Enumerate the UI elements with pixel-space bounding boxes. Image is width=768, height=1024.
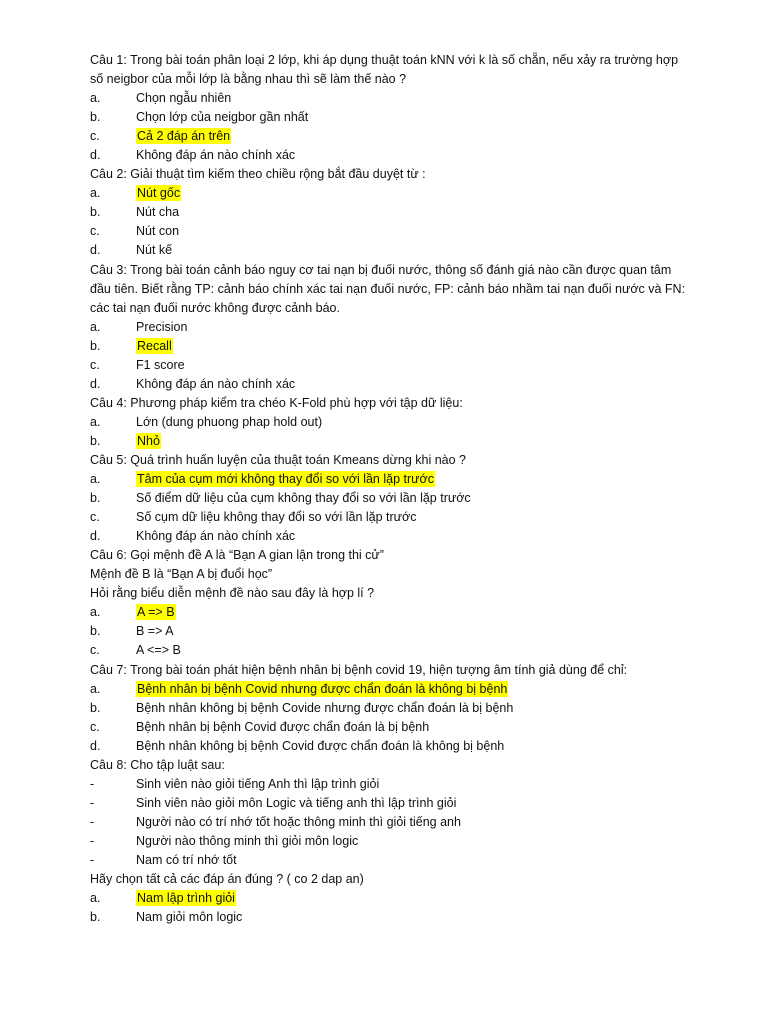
option-text: Số điểm dữ liệu của cụm không thay đổi so với lần lặp trước: [136, 491, 471, 506]
question-text: Câu 1: Trong bài toán phân loại 2 lớp, khi áp dụng thuật toán kNN với k là số chẵn, nếu xảy ra trường hợp số neigbor của mỗi lớp là bằng nhau thì sẽ làm thế nào ?: [90, 53, 679, 87]
highlighted-answer-text: Nhỏ: [137, 433, 160, 448]
option-label: a.: [90, 414, 101, 429]
option-text-wrap: [136, 375, 295, 394]
option-label: a.: [90, 186, 101, 201]
option-text-wrap: [136, 603, 176, 622]
answer-option: [90, 203, 690, 222]
highlighted-answer-text: A => B: [137, 605, 175, 620]
option-text-wrap: [136, 622, 174, 641]
question-text: Câu 6: Gọi mệnh đề A là “Bạn A gian lận trong thi cử”: [90, 548, 384, 563]
option-text: Lớn (dung phuong phap hold out): [136, 414, 323, 429]
question-block: [90, 261, 690, 394]
option-label: b.: [90, 110, 101, 125]
option-label: -: [90, 814, 95, 829]
answer-option: [90, 89, 690, 108]
option-text-wrap: [136, 775, 379, 794]
option-text-wrap: [136, 489, 471, 508]
option-text-wrap: [136, 813, 461, 832]
question-block: [90, 546, 690, 660]
option-text: Chọn lớp của neigbor gần nhất: [136, 110, 309, 125]
option-label: -: [90, 833, 95, 848]
option-label: b.: [90, 433, 101, 448]
option-text-wrap: [136, 641, 181, 660]
question-block: [90, 451, 690, 546]
answer-option: [90, 375, 690, 394]
option-text-wrap: [136, 908, 242, 927]
answer-option: [90, 318, 690, 337]
option-label: a.: [90, 891, 101, 906]
option-label: c.: [90, 357, 100, 372]
option-label: -: [90, 776, 95, 791]
option-text: F1 score: [136, 357, 185, 372]
option-text: Người nào có trí nhớ tốt hoặc thông minh thì giỏi tiếng anh: [136, 814, 461, 829]
option-text: Chọn ngẫu nhiên: [136, 91, 232, 106]
option-label: b.: [90, 910, 101, 925]
option-text: Nút con: [136, 224, 180, 239]
question-block: [90, 661, 690, 756]
option-text: Bệnh nhân bị bệnh Covid được chẩn đoán là bị bệnh: [136, 719, 430, 734]
answer-option: [90, 470, 690, 489]
option-text-wrap: [136, 184, 181, 203]
answer-option: [90, 508, 690, 527]
option-label: d.: [90, 243, 101, 258]
option-text-wrap: [136, 203, 179, 222]
answer-option: [90, 337, 690, 356]
question-text: Câu 7: Trong bài toán phát hiện bệnh nhân bị bệnh covid 19, hiện tượng âm tính giả dùng để chỉ:: [90, 662, 628, 677]
answer-option: [90, 813, 690, 832]
option-text: Nam có trí nhớ tốt: [136, 852, 237, 867]
option-text: Precision: [136, 319, 188, 334]
question-block: [90, 51, 690, 165]
option-label: -: [90, 795, 95, 810]
option-label: c.: [90, 129, 100, 144]
option-text: Bệnh nhân không bị bệnh Covid được chẩn đoán là không bị bệnh: [136, 738, 505, 753]
option-text-wrap: [136, 127, 231, 146]
answer-option: [90, 851, 690, 870]
question-block: [90, 165, 690, 260]
option-text-wrap: [136, 737, 504, 756]
option-text: Không đáp án nào chính xác: [136, 529, 296, 544]
question-prompt: Hãy chọn tất cả các đáp án đúng ? ( co 2 dap an): [90, 872, 364, 887]
option-label: a.: [90, 472, 101, 487]
option-label: a.: [90, 319, 101, 334]
option-text-wrap: [136, 527, 295, 546]
option-label: b.: [90, 491, 101, 506]
option-label: b.: [90, 624, 101, 639]
option-text-wrap: [136, 318, 187, 337]
answer-option: [90, 527, 690, 546]
option-text-wrap: [136, 794, 456, 813]
question-block: [90, 756, 690, 927]
option-text-wrap: [136, 337, 173, 356]
answer-option: [90, 432, 690, 451]
option-text-wrap: [136, 470, 435, 489]
answer-option: [90, 413, 690, 432]
option-label: a.: [90, 681, 101, 696]
option-label: -: [90, 852, 95, 867]
question-text-line: Hỏi rằng biểu diễn mệnh đề nào sau đây là hợp lí ?: [90, 586, 375, 601]
option-label: b.: [90, 700, 101, 715]
highlighted-answer-text: Tâm của cụm mới không thay đổi so với lần lặp trước: [137, 472, 434, 487]
answer-option: [90, 108, 690, 127]
option-text-wrap: [136, 851, 237, 870]
option-text-wrap: [136, 146, 295, 165]
answer-option: [90, 489, 690, 508]
answer-option: [90, 356, 690, 375]
option-label: d.: [90, 529, 101, 544]
option-label: b.: [90, 338, 101, 353]
question-block: [90, 394, 690, 451]
option-label: c.: [90, 643, 100, 658]
answer-option: [90, 641, 690, 660]
question-text: Câu 3: Trong bài toán cảnh báo nguy cơ tai nạn bị đuối nước, thông số đánh giá nào cần được quan tâm đầu tiên. Biết rằng TP: cảnh báo chính xác tai nạn đuối nước, FP: cảnh báo nhầm tai nạn đuối nước và FN: các tai nạn đuối nước không được cảnh báo.: [90, 262, 686, 315]
option-text: Bệnh nhân không bị bệnh Covide nhưng được chẩn đoán là bị bệnh: [136, 700, 514, 715]
option-text-wrap: [136, 356, 185, 375]
option-label: d.: [90, 376, 101, 391]
option-label: c.: [90, 510, 100, 525]
answer-option: [90, 603, 690, 622]
question-text: Câu 4: Phương pháp kiểm tra chéo K-Fold phù hợp với tập dữ liệu:: [90, 395, 463, 410]
option-text: Sinh viên nào giỏi môn Logic và tiếng anh thì lập trình giỏi: [136, 795, 457, 810]
option-text: Sinh viên nào giỏi tiếng Anh thì lập trình giỏi: [136, 776, 380, 791]
question-text: Câu 8: Cho tập luật sau:: [90, 757, 225, 772]
answer-option: [90, 737, 690, 756]
answer-option: [90, 680, 690, 699]
answer-option: [90, 908, 690, 927]
question-list: [90, 51, 690, 927]
answer-option: [90, 241, 690, 260]
option-text-wrap: [136, 680, 508, 699]
option-text: Người nào thông minh thì giỏi môn logic: [136, 833, 359, 848]
answer-option: [90, 184, 690, 203]
answer-option: [90, 146, 690, 165]
option-text-wrap: [136, 508, 417, 527]
option-text: B => A: [136, 624, 174, 639]
highlighted-answer-text: Nam lập trình giỏi: [137, 891, 235, 906]
answer-option: [90, 794, 690, 813]
answer-option: [90, 889, 690, 908]
highlighted-answer-text: Cả 2 đáp án trên: [137, 129, 231, 144]
option-text-wrap: [136, 222, 179, 241]
option-label: d.: [90, 148, 101, 163]
option-text: Không đáp án nào chính xác: [136, 376, 296, 391]
option-label: a.: [90, 91, 101, 106]
answer-option: [90, 775, 690, 794]
option-text-wrap: [136, 241, 172, 260]
highlighted-answer-text: Nút gốc: [137, 186, 181, 201]
answer-option: [90, 832, 690, 851]
option-text-wrap: [136, 413, 322, 432]
option-label: d.: [90, 738, 101, 753]
option-text: Nút cha: [136, 205, 180, 220]
answer-option: [90, 622, 690, 641]
option-text-wrap: [136, 832, 358, 851]
highlighted-answer-text: Bệnh nhân bị bệnh Covid nhưng được chẩn đoán là không bị bệnh: [137, 681, 508, 696]
answer-option: [90, 699, 690, 718]
question-text: Câu 5: Quá trình huấn luyện của thuật toán Kmeans dừng khi nào ?: [90, 452, 466, 467]
answer-option: [90, 718, 690, 737]
option-text-wrap: [136, 699, 513, 718]
option-label: a.: [90, 605, 101, 620]
option-text-wrap: [136, 108, 308, 127]
answer-option: [90, 222, 690, 241]
option-text-wrap: [136, 89, 231, 108]
question-text-line: Mệnh đề B là “Bạn A bị đuổi học”: [90, 567, 273, 582]
question-text: Câu 2: Giải thuật tìm kiếm theo chiều rộng bắt đầu duyệt từ :: [90, 167, 426, 182]
option-text: Không đáp án nào chính xác: [136, 148, 296, 163]
option-text: Số cụm dữ liệu không thay đổi so với lần lặp trước: [136, 510, 417, 525]
answer-option: [90, 127, 690, 146]
option-text-wrap: [136, 889, 236, 908]
option-text: Nút kế: [136, 243, 173, 258]
option-text-wrap: [136, 432, 161, 451]
option-label: c.: [90, 719, 100, 734]
option-text-wrap: [136, 718, 429, 737]
option-text: Nam giỏi môn logic: [136, 910, 243, 925]
option-label: b.: [90, 205, 101, 220]
option-label: c.: [90, 224, 100, 239]
highlighted-answer-text: Recall: [137, 338, 172, 353]
option-text: A <=> B: [136, 643, 181, 658]
